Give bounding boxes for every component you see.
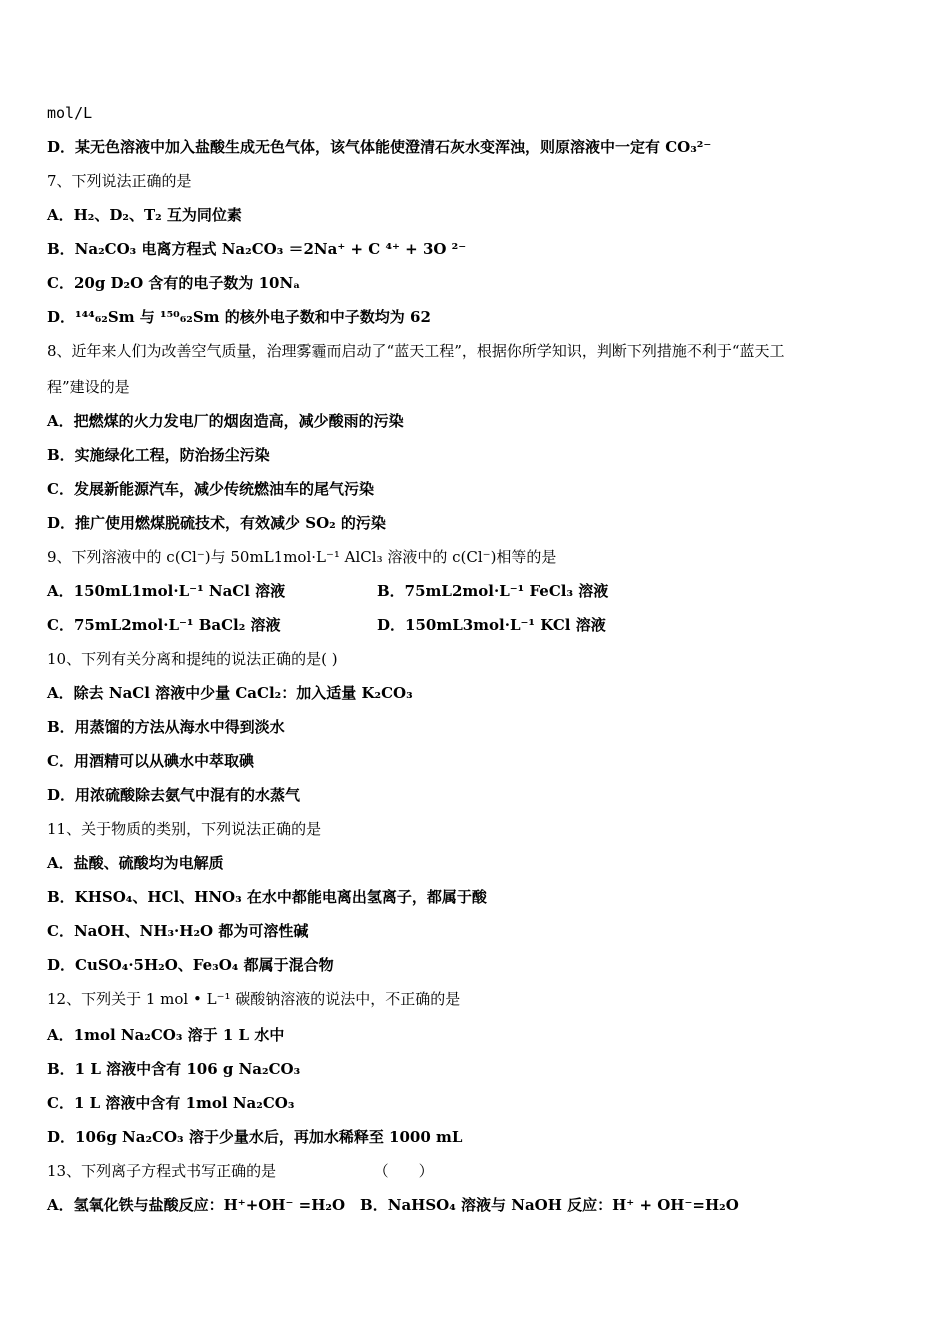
q8-stem-line1: 8、近年来人们为改善空气质量，治理雾霾而启动了“蓝天工程”，根据你所学知识，判断下列措施不利于“蓝天工	[47, 342, 785, 360]
q7-option-c: C．20g D₂O 含有的电子数为 10Nₐ	[47, 274, 301, 292]
q10-option-d: D．用浓硫酸除去氨气中混有的水蒸气	[47, 786, 301, 804]
q7-stem: 7、下列说法正确的是	[47, 172, 192, 190]
q10-stem: 10、下列有关分离和提纯的说法正确的是( )	[47, 650, 338, 668]
q9-option-c: C．75mL2mol·L⁻¹ BaCl₂ 溶液	[47, 616, 281, 634]
q8-stem-line2: 程”建设的是	[47, 378, 130, 396]
q13-options-ab: A．氢氧化铁与盐酸反应：H⁺+OH⁻ =H₂O B．NaHSO₄ 溶液与 NaOH 反应：H⁺ + OH⁻=H₂O	[47, 1196, 739, 1214]
continuation-unit: mol/L	[47, 104, 93, 122]
q7-option-b: B．Na₂CO₃ 电离方程式 Na₂CO₃ ＝2Na⁺ + C ⁴⁺ + 3O ²⁻	[47, 240, 467, 258]
q12-option-b: B．1 L 溶液中含有 106 g Na₂CO₃	[47, 1060, 301, 1078]
q11-stem: 11、关于物质的类别，下列说法正确的是	[47, 820, 322, 838]
q8-option-b: B．实施绿化工程，防治扬尘污染	[47, 446, 270, 464]
q7-option-a: A．H₂、D₂、T₂ 互为同位素	[47, 206, 242, 224]
q8-option-c: C．发展新能源汽车，减少传统燃油车的尾气污染	[47, 480, 374, 498]
q12-stem: 12、下列关于 1 mol • L⁻¹ 碳酸钠溶液的说法中，不正确的是	[47, 990, 461, 1008]
q9-options-row1	[47, 581, 609, 601]
q9-options-row2	[47, 615, 606, 635]
q9-option-a: A．150mL1mol·L⁻¹ NaCl 溶液	[47, 582, 286, 600]
q10-option-b: B．用蒸馏的方法从海水中得到淡水	[47, 718, 285, 736]
q10-option-a: A．除去 NaCl 溶液中少量 CaCl₂：加入适量 K₂CO₃	[47, 684, 413, 702]
q9-stem: 9、下列溶液中的 c(Cl⁻)与 50mL1mol·L⁻¹ AlCl₃ 溶液中的 c(Cl⁻)相等的是	[47, 548, 557, 566]
q11-option-a: A．盐酸、硫酸均为电解质	[47, 854, 224, 872]
q9-option-b: B．75mL2mol·L⁻¹ FeCl₃ 溶液	[377, 582, 609, 600]
q12-option-d: D．106g Na₂CO₃ 溶于少量水后，再加水稀释至 1000 mL	[47, 1128, 463, 1146]
q11-option-c: C．NaOH、NH₃·H₂O 都为可溶性碱	[47, 922, 309, 940]
q11-option-d: D．CuSO₄·5H₂O、Fe₃O₄ 都属于混合物	[47, 956, 334, 974]
q8-option-d: D．推广使用燃煤脱硫技术，有效减少 SO₂ 的污染	[47, 514, 386, 532]
q10-option-c: C．用酒精可以从碘水中萃取碘	[47, 752, 254, 770]
q8-option-a: A．把燃煤的火力发电厂的烟囱造高，减少酸雨的污染	[47, 412, 404, 430]
q12-option-a: A．1mol Na₂CO₃ 溶于 1 L 水中	[47, 1026, 285, 1044]
q12-option-c: C．1 L 溶液中含有 1mol Na₂CO₃	[47, 1094, 295, 1112]
q6-option-d: D．某无色溶液中加入盐酸生成无色气体，该气体能使澄清石灰水变浑浊，则原溶液中一定有 CO₃²⁻	[47, 138, 712, 156]
q13-stem: 13、下列离子方程式书写正确的是 （ ）	[47, 1162, 434, 1180]
q7-option-d: D．¹⁴⁴₆₂Sm 与 ¹⁵⁰₆₂Sm 的核外电子数和中子数均为 62	[47, 308, 431, 326]
q11-option-b: B．KHSO₄、HCl、HNO₃ 在水中都能电离出氢离子，都属于酸	[47, 888, 487, 906]
q9-option-d: D．150mL3mol·L⁻¹ KCl 溶液	[377, 616, 606, 634]
